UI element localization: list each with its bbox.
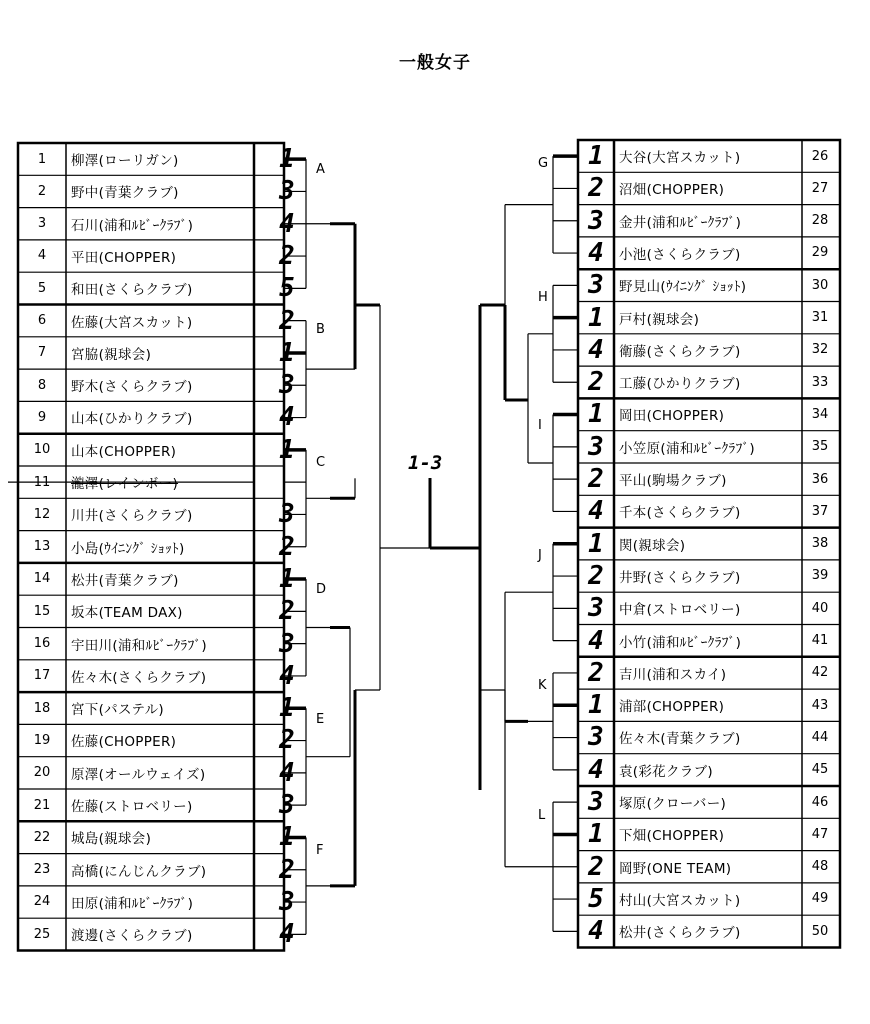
player-name: 小竹(浦和ﾙﾋﾞｰｸﾗﾌﾞ) [619,634,742,651]
group-rank: 3 [588,593,604,624]
entry-row [578,754,838,786]
entry-row [578,528,838,560]
group-rank: 1 [588,690,604,721]
group-rank: 1 [588,819,604,850]
group-label-i: I [538,418,542,433]
group-rank: 1 [588,141,604,171]
entry-row [578,269,838,301]
group-rank: 3 [588,722,604,753]
entry-number: 14 [33,571,51,587]
player-name: 佐藤(ストロベリー) [71,799,193,815]
player-name: 城島(親球会) [71,831,152,848]
group-label-c: C [316,455,326,470]
group-rank: 2 [279,725,295,756]
entry-row [578,172,838,204]
group-rank: 2 [588,560,604,591]
entry-row [578,431,838,463]
group-label-g: G [538,156,549,171]
group-rank: 2 [588,367,604,398]
group-rank: 2 [588,173,604,204]
group-rank: 1 [279,693,295,724]
player-name: 岡野(ONE TEAM) [619,860,732,877]
group-rank: 3 [588,205,604,236]
entry-row [18,628,302,660]
entry-number: 30 [811,277,829,293]
entry-number: 17 [33,668,51,684]
entry-number: 44 [811,729,829,745]
group-rank: 4 [279,208,295,239]
group-label-l: L [538,808,546,823]
entry-row [578,625,838,657]
entry-row [18,692,302,724]
group-rank: 4 [279,660,295,691]
entry-number: 3 [37,216,47,232]
player-name: 川井(さくらクラブ) [71,508,193,525]
entry-number: 38 [811,536,829,552]
player-name: 松井(青葉クラブ) [71,572,179,589]
group-rank: 3 [279,176,295,207]
entry-row [18,401,302,433]
group-label-a: A [316,162,325,177]
player-name: 坂本(TEAM DAX) [71,605,183,622]
entry-number: 28 [811,213,829,229]
entry-number: 49 [811,891,829,907]
entry-number: 19 [33,732,51,748]
entry-number: 23 [33,862,51,878]
entry-row [18,337,302,369]
player-name: 大谷(大宮スカット) [619,150,741,166]
entry-row [578,495,838,527]
player-name: 石川(浦和ﾙﾋﾞｰｸﾗﾌﾞ) [71,217,194,234]
group-rank: 1 [588,302,604,333]
group-rank: 3 [588,431,604,462]
entry-number: 50 [811,923,829,939]
entry-number: 24 [33,894,51,910]
group-rank: 1 [279,563,295,594]
group-rank: 1 [588,528,604,559]
entry-row [18,175,302,207]
entry-number: 2 [37,183,47,199]
entry-number: 33 [811,374,829,390]
entry-row [18,208,302,240]
entry-row [18,466,302,498]
player-name: 中倉(ストロベリー) [619,602,741,619]
player-name: 浦部(CHOPPER) [619,699,725,716]
group-rank: 4 [588,237,604,268]
player-name: 金井(浦和ﾙﾋﾞｰｸﾗﾌﾞ) [619,214,742,231]
group-rank: 1 [279,822,295,853]
entry-number: 22 [33,829,51,845]
entry-number: 25 [33,926,51,942]
group-rank: 3 [279,628,295,659]
entry-number: 12 [33,506,51,522]
group-rank: 2 [588,657,604,688]
entry-row [578,915,838,947]
group-rank: 5 [588,883,604,914]
entry-row [578,689,838,721]
group-rank: 5 [279,273,295,304]
entry-row [18,757,302,789]
entry-row [578,786,838,818]
group-rank: 2 [588,464,604,494]
entry-number: 36 [811,471,829,487]
group-label-f: F [316,843,324,858]
group-rank: 1 [279,434,295,465]
entry-number: 32 [811,342,829,358]
entry-row [578,592,838,624]
player-name: 野中(青葉クラブ) [71,185,179,202]
entry-number: 34 [811,406,829,422]
group-label-e: E [316,712,325,727]
player-name: 宇田川(浦和ﾙﾋﾞｰｸﾗﾌﾞ) [71,637,207,654]
group-label-h: H [538,290,548,305]
group-rank: 3 [279,370,295,401]
player-name: 野木(さくらクラブ) [71,379,193,396]
player-name: 関(親球会) [619,537,686,554]
player-name: 小笠原(浦和ﾙﾋﾞｰｸﾗﾌﾞ) [619,440,755,457]
group-rank: 2 [279,596,295,627]
entry-row [578,302,838,334]
player-name: 佐藤(大宮スカット) [71,314,193,331]
entry-number: 16 [33,636,51,651]
player-name: 山本(ひかりクラブ) [71,411,193,428]
entry-row [578,398,838,430]
player-name: 平田(CHOPPER) [71,249,177,266]
group-rank: 4 [588,625,604,656]
entry-row [18,821,302,853]
player-name: 袁(彩花クラブ) [619,763,713,780]
group-label-b: B [316,322,325,337]
entry-number: 10 [33,442,51,458]
entry-number: 6 [37,313,47,328]
entry-number: 18 [33,700,51,716]
entry-number: 43 [811,697,829,713]
group-rank: 3 [279,499,295,530]
player-name: 村山(大宮スカット) [619,892,741,909]
group-rank: 2 [279,854,295,885]
group-rank [272,466,302,498]
entry-row [578,237,838,269]
entry-row [578,657,838,689]
player-name: 柳澤(ローリガン) [71,153,179,169]
player-name: 小島(ｳｲﾆﾝｸﾞ ｼｮｯﾄ) [71,540,185,557]
player-name: 沼畑(CHOPPER) [619,182,725,199]
entry-number: 9 [37,409,47,425]
entry-row [578,205,838,237]
entry-row [18,498,302,530]
entry-number: 46 [811,794,829,810]
group-rank: 4 [588,334,604,365]
group-rank: 2 [279,531,295,562]
player-name: 高橋(にんじんクラブ) [71,863,207,880]
entry-row [578,851,838,883]
entry-number: 11 [33,474,51,490]
entry-row [18,434,302,466]
group-rank: 4 [588,496,604,527]
entry-row [18,563,302,595]
group-label-k: K [538,678,547,693]
entry-number: 35 [811,439,829,455]
player-name: 岡田(CHOPPER) [619,408,725,425]
player-name: 佐藤(CHOPPER) [71,734,177,751]
entry-number: 8 [37,377,47,393]
group-rank: 4 [588,916,604,947]
player-name: 原澤(オールウェイズ) [71,766,206,783]
player-name: 山本(CHOPPER) [71,443,177,460]
player-name: 佐々木(さくらクラブ) [71,669,207,686]
group-rank: 3 [279,886,295,917]
entry-row [18,789,302,821]
entry-number: 1 [37,151,47,167]
entry-row [18,531,302,563]
entry-number: 48 [811,859,829,875]
player-name: 瀧澤(レインボー) [71,476,179,492]
entry-row [578,463,838,495]
entry-row [578,366,838,398]
player-name: 小池(さくらクラブ) [619,246,741,263]
player-name: 平山(駒場クラブ) [619,473,727,489]
player-name: 渡邊(さくらクラブ) [71,928,193,945]
player-name: 井野(さくらクラブ) [619,569,741,586]
entry-number: 15 [33,603,51,619]
entry-number: 40 [811,600,829,616]
entry-number: 42 [811,665,829,681]
group-label-d: D [316,582,327,597]
entry-row [578,560,838,592]
entry-number: 4 [37,248,47,264]
entry-row [578,721,838,753]
entry-number: 20 [33,765,51,781]
entry-number: 29 [811,245,829,261]
group-rank: 4 [279,757,295,788]
entry-row [18,305,302,337]
player-name: 衛藤(さくらクラブ) [619,343,741,360]
entry-row [18,918,302,950]
group-rank: 2 [279,240,295,271]
player-name: 千本(さくらクラブ) [619,505,741,522]
group-rank: 1 [279,144,295,174]
entry-number: 21 [33,797,51,813]
entry-row [18,143,302,175]
group-rank: 4 [279,919,295,950]
entry-number: 37 [811,503,829,519]
entry-row [18,369,302,401]
entry-number: 47 [811,826,829,842]
group-rank: 3 [588,787,604,817]
group-rank: 4 [279,402,295,433]
entry-row [18,854,302,886]
entry-number: 41 [811,633,829,648]
group-rank: 3 [279,790,295,820]
player-name: 田原(浦和ﾙﾋﾞｰｸﾗﾌﾞ) [71,895,194,912]
player-name: 吉川(浦和スカイ) [619,666,727,683]
group-rank: 1 [588,399,604,430]
player-name: 松井(さくらクラブ) [619,925,741,942]
entry-row [578,818,838,850]
entry-row [18,886,302,918]
entry-number: 5 [37,280,47,296]
group-rank: 4 [588,754,604,785]
player-name: 下畑(CHOPPER) [619,828,725,845]
player-name: 宮脇(親球会) [71,346,152,363]
group-rank: 2 [279,305,295,336]
player-name: 和田(さくらクラブ) [71,282,193,299]
player-name: 野見山(ｳｲﾆﾝｸﾞ ｼｮｯﾄ) [619,279,747,296]
entry-number: 39 [811,568,829,584]
player-name: 宮下(パステル) [71,702,164,719]
final-score: 1-3 [408,452,443,474]
player-name: 工藤(ひかりクラブ) [619,376,741,393]
player-name: 塚原(クローバー) [619,796,727,812]
entry-number: 45 [811,762,829,778]
group-rank: 1 [279,337,295,368]
entry-number: 31 [811,310,829,325]
entry-row [18,724,302,756]
entry-row [18,595,302,627]
player-name: 戸村(親球会) [619,311,700,328]
entry-number: 7 [37,345,47,361]
group-rank: 3 [588,270,604,301]
entry-number: 26 [811,148,829,164]
entry-row [18,272,302,304]
entry-row [578,334,838,366]
player-name: 佐々木(青葉クラブ) [619,731,741,748]
group-label-j: J [538,548,542,563]
entry-number: 27 [811,180,829,196]
page-title: 一般女子 [399,53,471,73]
entry-row [578,140,838,172]
entry-row [18,240,302,272]
group-rank: 2 [588,851,604,882]
entry-row [18,660,302,692]
entry-number: 13 [33,539,51,555]
entry-row [578,883,838,915]
